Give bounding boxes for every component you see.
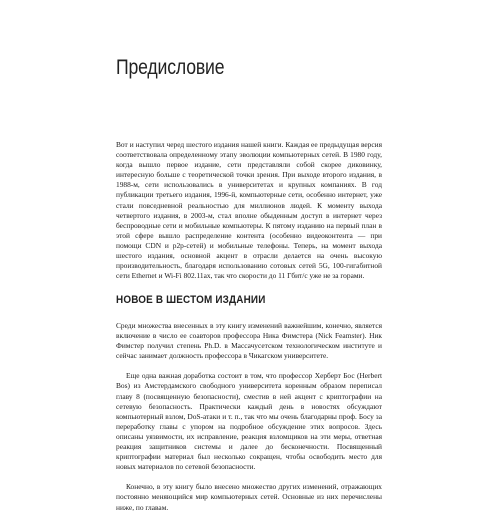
section-body — [116, 321, 382, 513]
section-paragraph: Среди множества внесенных в эту книгу изменений важнейшим, конечно, является включение в число ее соавторов профессора Ника Фимстера (Nick Feamster). Ник Фимстер получил степень Ph.D. в Массачусетском технологическом институте и сейчас занимает должность профессора в Чикагском университете. — [116, 321, 382, 361]
section-heading: НОВОЕ В ШЕСТОМ ИЗДАНИИ — [116, 294, 266, 306]
section-paragraph: Еще одна важная доработка состоит в том, что профессор Херберт Бос (Herbert Bos) из Амстердамского свободного университета коренным образом переписал главу 8 (посвященную безопасности), сместив в ней акцент с криптографии на сетевую безопасность. Практически каждый день в новостях обсуждают компьютерный взлом, DoS-атаки и т. п., так что мы очень благодарны проф. Босу за переработку главы с упором на подробное обсуждение этих вопросов. Здесь описаны уязвимости, их исправление, реакция взломщиков на эти меры, ответная реакция защитников системы и далее до бесконечности. Посвященный криптографии материал был несколько сокращен, чтобы освободить место для новых материалов по сетевой безопасности. — [116, 371, 382, 472]
intro-paragraph: Вот и наступил черед шестого издания нашей книги. Каждая ее предыдущая версия соответствовала определенному этапу эволюции компьютерных сетей. В 1980 году, когда вышло первое издание, сети представляли собой скорее диковинку, интересную больше с теоретической точки зрения. При выходе второго издания, в 1988-м, сети использовались в университетах и крупных компаниях. В год публикации третьего издания, 1996-й, компьютерные сети, особенно интернет, уже стали повседневной реальностью для миллионов людей. К моменту выхода четвертого издания, в 2003-м, стал вполне обыденным доступ в интернет через беспроводные сети и мобильные компьютеры. К пятому изданию на первый план в этой сфере вышло распределение контента (особенно видеоконтента — при помощи CDN и p2p-сетей) и мобильные телефоны. Теперь, на момент выхода шестого издания, основной акцент в отрасли делается на очень высокую производительность, благодаря использованию сотовых сетей 5G, 100-гигабитной сети Ethernet и Wi-Fi 802.11ax, так что скорости до 11 Гбит/с уже не за горами. — [116, 140, 382, 281]
page-title: Предисловие — [116, 56, 225, 79]
section-paragraph: Конечно, в эту книгу было внесено множество других изменений, отражающих постоянно меняющийся мир компьютерных сетей. Основные из них перечислены ниже, по главам. — [116, 482, 382, 512]
